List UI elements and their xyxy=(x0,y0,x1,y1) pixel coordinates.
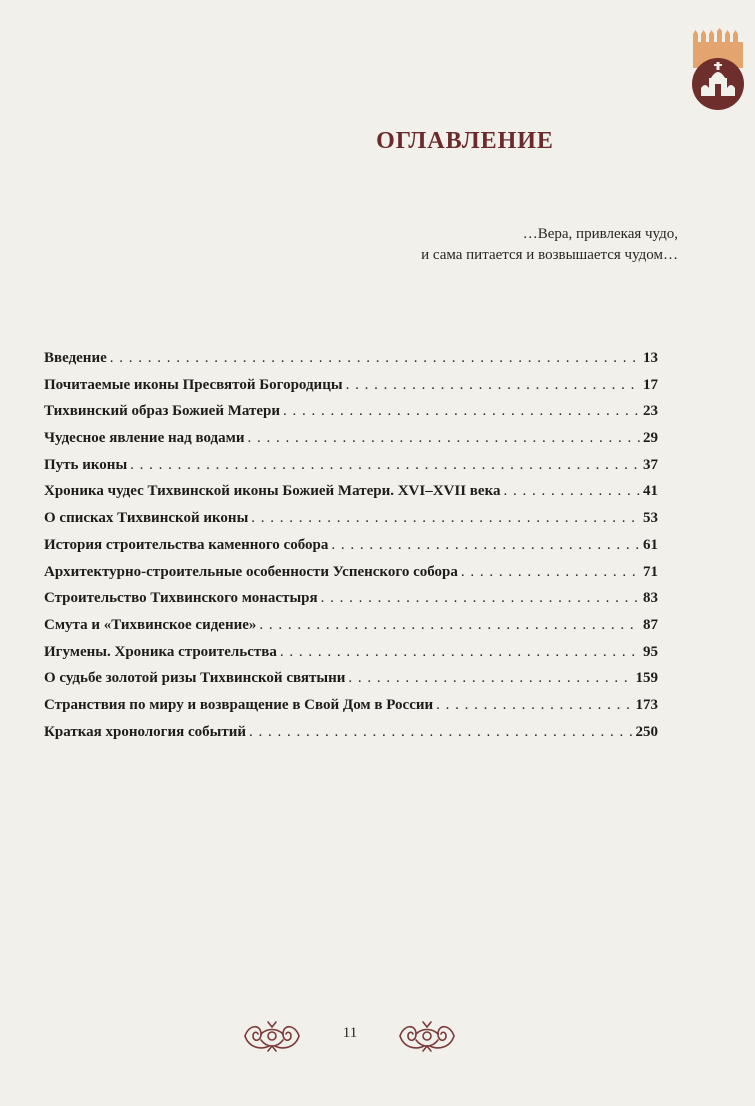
toc-entry-page: 23 xyxy=(643,403,658,420)
toc-entry[interactable] xyxy=(44,668,658,695)
dot-leader xyxy=(110,348,640,368)
toc-entry-title: Путь иконы xyxy=(44,456,128,473)
dot-leader xyxy=(283,401,640,421)
dot-leader xyxy=(247,428,640,448)
toc-entry[interactable] xyxy=(44,695,658,722)
toc-entry-page: 71 xyxy=(643,563,658,580)
table-of-contents xyxy=(44,348,658,748)
dot-leader xyxy=(461,562,640,582)
toc-entry[interactable] xyxy=(44,481,658,508)
dot-leader xyxy=(130,455,640,475)
toc-entry-title: Введение xyxy=(44,350,107,366)
toc-entry[interactable] xyxy=(44,535,658,562)
toc-entry-title: Почитаемые иконы Пресвятой Богородицы xyxy=(44,376,343,393)
toc-entry[interactable] xyxy=(44,642,658,669)
toc-entry-page: 83 xyxy=(643,590,658,607)
toc-entry-title: Архитектурно-строительные особенности Успенского собора xyxy=(44,563,458,580)
toc-entry-title: Тихвинский образ Божией Матери xyxy=(44,403,281,420)
toc-entry-title: Чудесное явление над водами xyxy=(44,430,245,447)
dot-leader xyxy=(436,695,632,715)
dot-leader xyxy=(348,668,632,688)
toc-entry-title: История строительства каменного собора xyxy=(44,536,329,553)
toc-entry[interactable] xyxy=(44,348,658,375)
toc-entry-title: Игумены. Хроника строительства xyxy=(44,643,277,660)
dot-leader xyxy=(280,642,640,662)
toc-entry-title: Хроника чудес Тихвинской иконы Божией Матери. XVI–XVII века xyxy=(44,483,501,500)
page-footer xyxy=(0,1015,755,1055)
toc-entry-page: 250 xyxy=(635,723,658,740)
dot-leader xyxy=(259,615,640,635)
epigraph-line: …Вера, привлекая чудо, xyxy=(522,226,678,242)
toc-entry-page: 13 xyxy=(643,350,658,366)
toc-entry-page: 17 xyxy=(643,376,658,393)
epigraph-line: и сама питается и возвышается чудом… xyxy=(421,247,678,263)
toc-entry-page: 61 xyxy=(643,536,658,553)
toc-entry-title: Краткая хронология событий xyxy=(44,723,247,740)
toc-entry-page: 53 xyxy=(643,510,658,527)
toc-entry[interactable] xyxy=(44,428,658,455)
dot-leader xyxy=(251,508,640,528)
floral-ornament-icon xyxy=(396,1018,458,1054)
toc-entry-title: Строительство Тихвинского монастыря xyxy=(44,590,318,607)
toc-entry-title: О списках Тихвинской иконы xyxy=(44,510,249,527)
toc-entry-page: 41 xyxy=(643,483,658,500)
page-title: ОГЛАВЛЕНИЕ xyxy=(376,128,554,154)
toc-entry-page: 95 xyxy=(643,643,658,660)
toc-entry[interactable] xyxy=(44,508,658,535)
dot-leader xyxy=(346,375,640,395)
monastery-emblem-icon xyxy=(687,28,749,112)
toc-entry-page: 29 xyxy=(643,430,658,447)
toc-entry-page: 159 xyxy=(635,670,658,687)
toc-entry[interactable] xyxy=(44,615,658,642)
toc-entry[interactable] xyxy=(44,562,658,589)
toc-entry[interactable] xyxy=(44,722,658,749)
dot-leader xyxy=(321,588,640,608)
dot-leader xyxy=(249,722,632,742)
toc-entry[interactable] xyxy=(44,375,658,402)
toc-entry[interactable] xyxy=(44,455,658,482)
toc-entry-title: Странствия по миру и возвращение в Свой Дом в России xyxy=(44,696,434,713)
toc-entry[interactable] xyxy=(44,401,658,428)
floral-ornament-icon xyxy=(241,1018,303,1054)
dot-leader xyxy=(331,535,640,555)
toc-entry-title: Смута и «Тихвинское сидение» xyxy=(44,616,257,633)
toc-entry-page: 87 xyxy=(643,616,658,633)
toc-entry-page: 173 xyxy=(635,696,658,713)
epigraph xyxy=(380,224,678,266)
dot-leader xyxy=(503,481,640,501)
toc-entry[interactable] xyxy=(44,588,658,615)
page-number: 11 xyxy=(342,1025,358,1041)
toc-entry-title: О судьбе золотой ризы Тихвинской святыни xyxy=(44,670,346,687)
toc-entry-page: 37 xyxy=(643,456,658,473)
